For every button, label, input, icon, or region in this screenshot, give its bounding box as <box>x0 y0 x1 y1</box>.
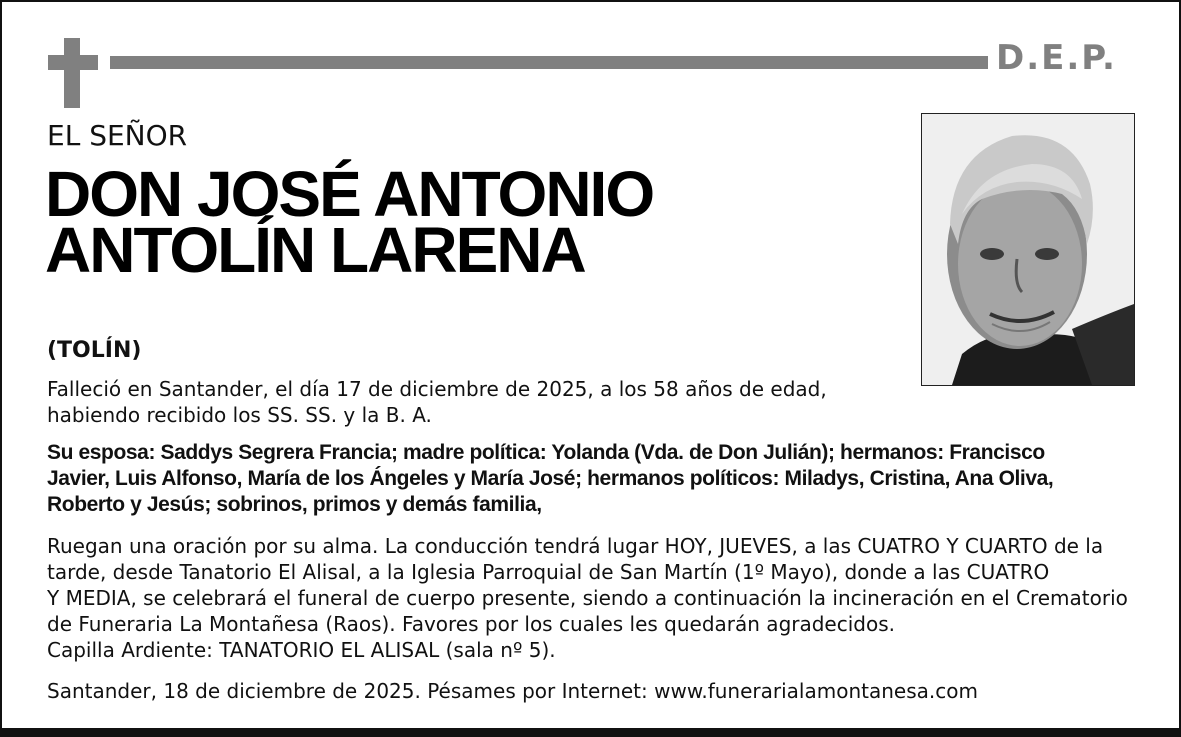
death-notice-line: Falleció en Santander, el día 17 de diciembre de 2025, a los 58 años de edad, <box>47 377 827 401</box>
honorific: EL SEÑOR <box>47 119 188 152</box>
cross-icon-bar <box>48 55 98 70</box>
name-line-1: DON JOSÉ ANTONIO <box>45 158 654 230</box>
family-list <box>47 440 1053 518</box>
family-line: Roberto y Jesús; sobrinos, primos y demás familia, <box>47 493 542 516</box>
service-line: tarde, desde Tanatorio El Alisal, a la Iglesia Parroquial de San Martín (1º Mayo), donde a las CUATRO <box>47 560 1050 584</box>
name-line-2: ANTOLÍN LARENA <box>45 214 585 286</box>
death-notice <box>47 376 827 428</box>
deceased-name <box>45 158 905 286</box>
nickname: (TOLÍN) <box>47 338 142 363</box>
portrait-photo <box>921 113 1135 386</box>
family-line: Javier, Luis Alfonso, María de los Ángeles y María José; hermanos políticos: Miladys, Cristina, Ana Oliva, <box>47 467 1054 490</box>
service-line: Y MEDIA, se celebrará el funeral de cuerpo presente, siendo a continuación la incineración en el Crematorio <box>47 586 1128 610</box>
portrait-image <box>922 114 1134 385</box>
dep-label: D.E.P. <box>996 38 1117 78</box>
bottom-border <box>0 728 1181 737</box>
service-line: Capilla Ardiente: TANATORIO EL ALISAL (sala nº 5). <box>47 638 556 662</box>
footer-text: Santander, 18 de diciembre de 2025. Pésames por Internet: www.funerarialamontanesa.com <box>47 679 978 703</box>
service-details <box>47 533 1128 663</box>
header-rule <box>110 56 988 69</box>
service-line: de Funeraria La Montañesa (Raos). Favores por los cuales les quedarán agradecidos. <box>47 612 895 636</box>
cross-icon <box>64 38 80 108</box>
family-line: Su esposa: Saddys Segrera Francia; madre política: Yolanda (Vda. de Don Julián); hermanos: Francisco <box>47 441 1045 464</box>
service-line: Ruegan una oración por su alma. La conducción tendrá lugar HOY, JUEVES, a las CUATRO Y CUARTO de la <box>47 534 1104 558</box>
death-notice-line: habiendo recibido los SS. SS. y la B. A. <box>47 403 432 427</box>
